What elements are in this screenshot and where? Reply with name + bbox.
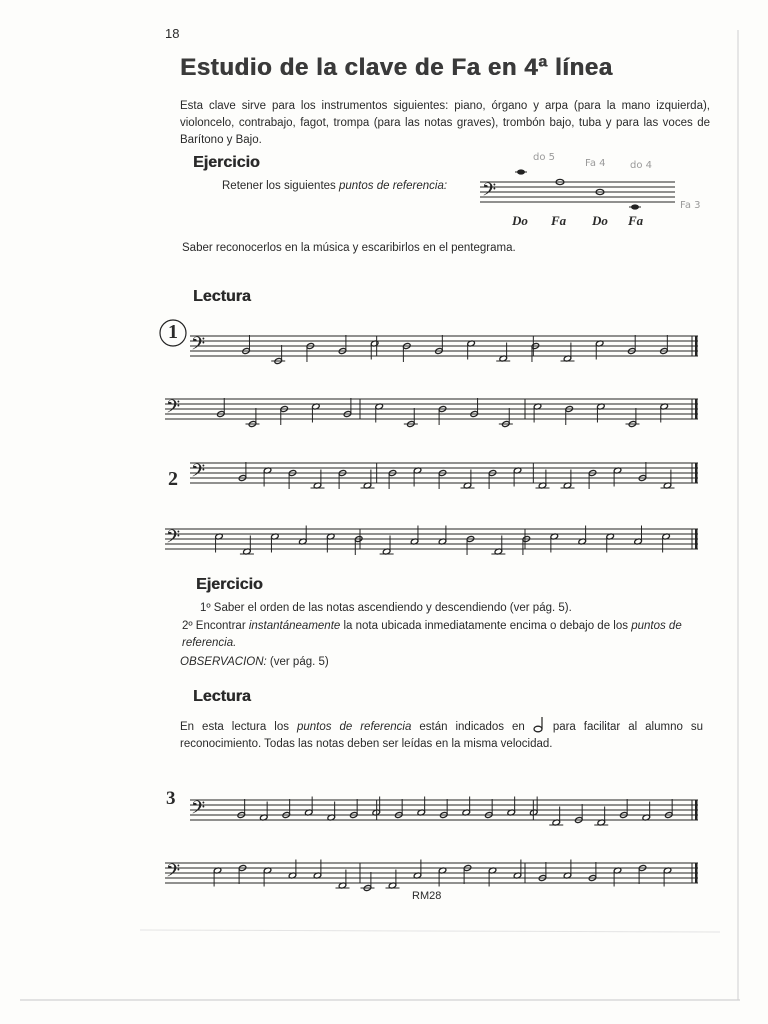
music-staff [190,451,700,501]
final-bar-line [695,529,698,549]
music-staff [165,387,700,437]
paragraph-text: están indicados en [419,721,525,733]
note-name: Do [512,213,528,228]
intro-paragraph: Esta clave sirve para los instrumentos siguientes: piano, órgano y arpa (para la mano izquierda), violoncelo, contrabajo, fagot, trompa (para las notas graves), trombón bajo, tuba y para las voces de Barítono y Bajo. [180,100,710,146]
reference-staff [480,168,680,218]
pencil-annotation: do 4 [630,160,653,171]
half-note-icon [533,716,545,734]
footer-code: RM28 [412,890,442,902]
pencil-annotation: Fa 4 [585,158,606,169]
observacion-text: (ver pág. 5) [269,656,329,668]
pencil-annotation: Fa 3 [680,200,701,211]
ejercicio-step [182,618,702,652]
lectura-heading: Lectura [193,688,251,705]
music-staff [190,788,700,838]
ejercicio-step: 1º Saber el orden de las notas ascendiendo y descendiendo (ver pág. 5). [200,602,572,614]
score-page [140,20,720,930]
bass-clef-icon: 𝄢 [191,461,206,486]
svg-text:𝄢: 𝄢 [482,180,497,205]
lectura-heading: Lectura [193,288,251,305]
page-title: Estudio de la clave de Fa en 4ª línea [180,54,613,81]
bass-clef-icon: 𝄢 [191,798,206,823]
bass-clef-icon: 𝄢 [166,397,181,422]
music-staff [190,324,700,374]
lectura-paragraph [180,716,703,753]
instruction-text: Retener los siguientes [222,180,336,192]
final-bar-line [695,463,698,483]
bass-clef-icon: 𝄢 [166,527,181,552]
ejercicio-heading: Ejercicio [196,576,263,593]
step-text: la nota ubicada inmediatamente encima o debajo de los [343,620,628,632]
final-bar-line [695,399,698,419]
note-name: Fa [628,213,644,228]
page-number: 18 [165,26,180,41]
paragraph-emphasis: puntos de referencia [296,721,412,733]
exercise-number: 3 [166,788,176,809]
bass-clef-icon: 𝄢 [191,334,206,359]
final-bar-line [695,336,698,356]
bass-clef-icon: 𝄢 [166,861,181,886]
music-staff [165,517,700,567]
pencil-annotation: do 5 [533,152,556,163]
step-emphasis: puntos de referencia. [182,620,682,649]
step-text: 2º Encontrar [182,620,246,632]
exercise-number: 2 [168,468,178,490]
ejercicio-instruction [222,180,447,192]
observacion [180,656,329,668]
note-name: Do [592,213,608,228]
step-emphasis: instantáneamente [248,620,341,632]
note-name: Fa [551,213,567,228]
ejercicio-heading: Ejercicio [193,154,260,171]
saber-text: Saber reconocerlos en la música y escaribirlos en el pentegrama. [182,242,516,254]
paragraph-text: para facilitar al alumno su reconocimiento. Todas las notas deben ser leídas en la misma velocidad. [180,721,703,750]
final-bar-line [695,863,698,883]
exercise-number: 1 [168,321,178,343]
paragraph-text: En esta lectura los [180,721,289,733]
final-bar-line [695,800,698,820]
observacion-label: OBSERVACION: [180,656,267,668]
instruction-emphasis: puntos de referencia: [339,180,448,192]
